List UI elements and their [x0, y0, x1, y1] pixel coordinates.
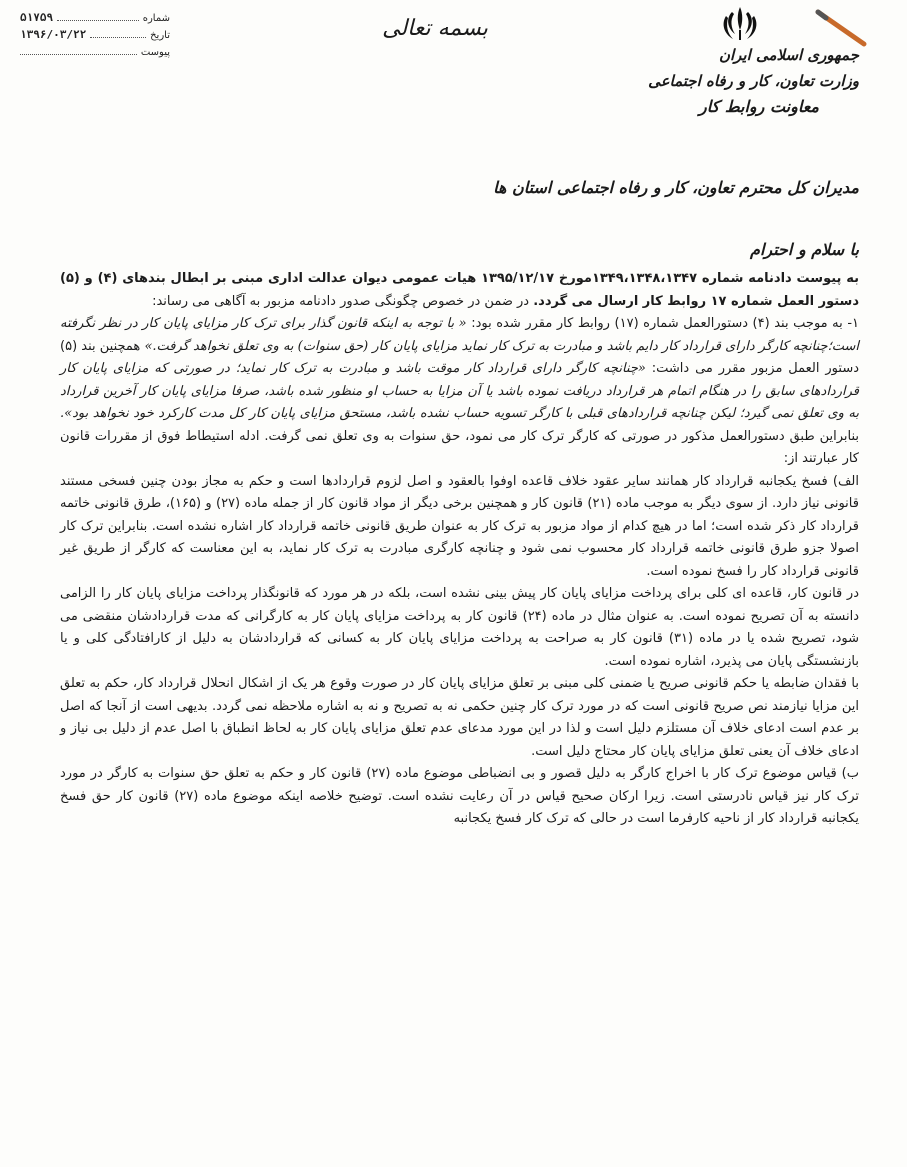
paragraph-a: الف) فسخ یکجانبه قرارداد کار همانند سایر عقود خلاف قاعده اوفوا بالعقود و اصل لزوم قراردادها است و حکم به مجاز بودن چنین فسخی مستند قانونی نیاز دارد. از سوی دیگر به موجب ماده (۲۱) قانون کار و همچنین برخی دیگر از مواد قانون کار از جمله ماده (۲۷) و (۱۶۵)، طرق قانونی خاتمه قرارداد کار ذکر شده است؛ اما در هیچ کدام از مواد مزبور به ترک کار به عنوان طریق قانونی خاتمه قرارداد کار اشاره نشده است. بنابراین ترک کار اصولا جزو طرق قانونی خاتمه قرارداد کار محسوب نمی شود و چنانچه کارگری مبادرت به ترک کار نماید، به این معناست که کارگر از طریق غیر قانونی قرارداد کار را فسخ نموده است. — [60, 473, 859, 579]
addressee: مدیران کل محترم تعاون، کار و رفاه اجتماعی استان ها — [493, 178, 859, 197]
letter-body — [60, 268, 859, 831]
intro-bold: به پیوست دادنامه شماره ۱۳۴۹،۱۳۴۸،۱۳۴۷مورخ ۱۳۹۵/۱۲/۱۷ هیات عمومی دیوان عدالت اداری مبنی بر ابطال بندهای (۴) و (۵) دستور العمل شماره ۱۷ روابط کار ارسال می گردد. — [60, 271, 860, 309]
paragraph-c: با فقدان ضابطه یا حکم قانونی صریح یا ضمنی کلی مبنی بر تعلق مزایای پایان کار در صورت وقوع هر یک از اشکال انحلال قرارداد کار، حکم به تعلق این مزایا نیازمند نص صریح قانونی است که در مورد ترک کار چنین حکمی نه به تصریح و نه به اشاره ملاحظه نمی گردد. بدیهی است از آنجا که اصل بر عدم است ادعای خلاف آن مستلزم دلیل است و لذا در این مورد مدعای عدم تعلق مزایای پایان کار به لحاظ انطباق با اصل عدم از دلیل بی نیاز و ادعای خلاف آن یعنی تعلق مزایای پایان کار محتاج دلیل است. — [60, 676, 859, 759]
intro-paragraph — [60, 268, 859, 313]
ministry-line-1: جمهوری اسلامی ایران — [718, 46, 859, 64]
paragraph-b: در قانون کار، قاعده ای کلی برای پرداخت مزایای پایان کار پیش بینی نشده است، بلکه در هر مورد که قانونگذار پرداخت مزایای پایان کار را الزامی دانسته به آن تصریح نموده است. به عنوان مثال در ماده (۲۴) قانون کار به پرداخت مزایای پایان کار به کارگرانی که مدت قراردادشان منقضی می شود، تصریح شده یا در ماده (۳۱) قانون کار به صراحت به پرداخت مزایای پایان کار به کسانی که قراردادشان به دلیل از کارافتادگی کلی و یا بازنشستگی پایان می پذیرد، اشاره نموده است. — [60, 586, 860, 669]
letter-attachment-row — [20, 44, 170, 61]
p1-end: بنابراین طبق دستورالعمل مذکور در صورتی که کارگر ترک کار می نمود، حق سنوات به وی تعلق نمی گرفت. ادله استیطاط فوق از مقررات قانون کار عبارتند از: — [60, 428, 859, 466]
letter-attachment-label: پیوست — [140, 47, 170, 58]
basmala: بسمه تعالی — [382, 16, 488, 41]
pen-icon — [812, 8, 872, 48]
ministry-heading — [609, 42, 859, 120]
greeting: با سلام و احترام — [750, 240, 859, 259]
p1-quote-2: «چنانچه کارگر دارای قرارداد کار موقت باشد و مبادرت به ترک کار نماید؛ در صورتی که مزایای پایان کار قراردادهای سابق را در هنگام اتمام هر قرارداد دریافت نموده باشد یا آن مزایا به حساب او منظور شده باشد، صرفا مزایای پایان کار آخرین قرارداد به وی تعلق نمی گیرد؛ لیکن چنانچه قراردادهای قبلی با کارگر تسویه حساب نشده باشد، مستحق مزایای پایان کار کل مدت کارکرد خود نخواهد بود». — [60, 361, 859, 421]
intro-rest: در ضمن در خصوص چگونگی صدور دادنامه مزبور به آگاهی می رساند: — [152, 293, 534, 309]
letter-meta — [20, 10, 170, 61]
p1-start: ۱- به موجب بند (۴) دستورالعمل شماره (۱۷) روابط کار مقرر شده بود: — [466, 316, 859, 331]
paragraph-1 — [60, 313, 859, 471]
ministry-line-3: معاونت روابط کار — [699, 97, 819, 116]
letter-date-row — [20, 27, 170, 44]
letter-date-label: تاریخ — [150, 30, 170, 41]
letter-date: ۱۳۹۶/۰۳/۲۲ — [20, 28, 87, 41]
iran-emblem-icon — [718, 4, 762, 44]
paragraph-d: ب) قیاس موضوع ترک کار با اخراج کارگر به دلیل قصور و بی انضباطی موضوع ماده (۲۷) قانون کار و حکم به تعلق حق سنوات به کارگر در مورد ترک کار نیز قیاس نادرستی است. زیرا ارکان صحیح قیاس در آن رعایت نشده است. توضیح خلاصه اینکه موضوع ماده (۲۷) قانون کار حق فسخ یکجانبه قرارداد کار از ناحیه کارفرما است در حالی که ترک کار فسخ یکجانبه — [60, 766, 859, 826]
letter-number-row — [20, 10, 170, 27]
letter-number-label: شماره — [142, 13, 170, 24]
letter-number: ۵۱۷۵۹ — [20, 11, 54, 24]
p1-quote-1: « با توجه به اینکه قانون گذار برای ترک کار مزایای پایان کار در نظر نگرفته است؛چنانچه کارگر دارای قرارداد کار دایم باشد و مبادرت به ترک کار نماید مزایای پایان کار (حق سنوات) به وی تعلق نخواهد گرفت.» — [60, 316, 859, 354]
p1-mid: همچنین بند (۵) دستور العمل مزبور مقرر می داشت: — [60, 338, 859, 376]
ministry-line-2: وزارت تعاون، کار و رفاه اجتماعی — [648, 72, 859, 90]
